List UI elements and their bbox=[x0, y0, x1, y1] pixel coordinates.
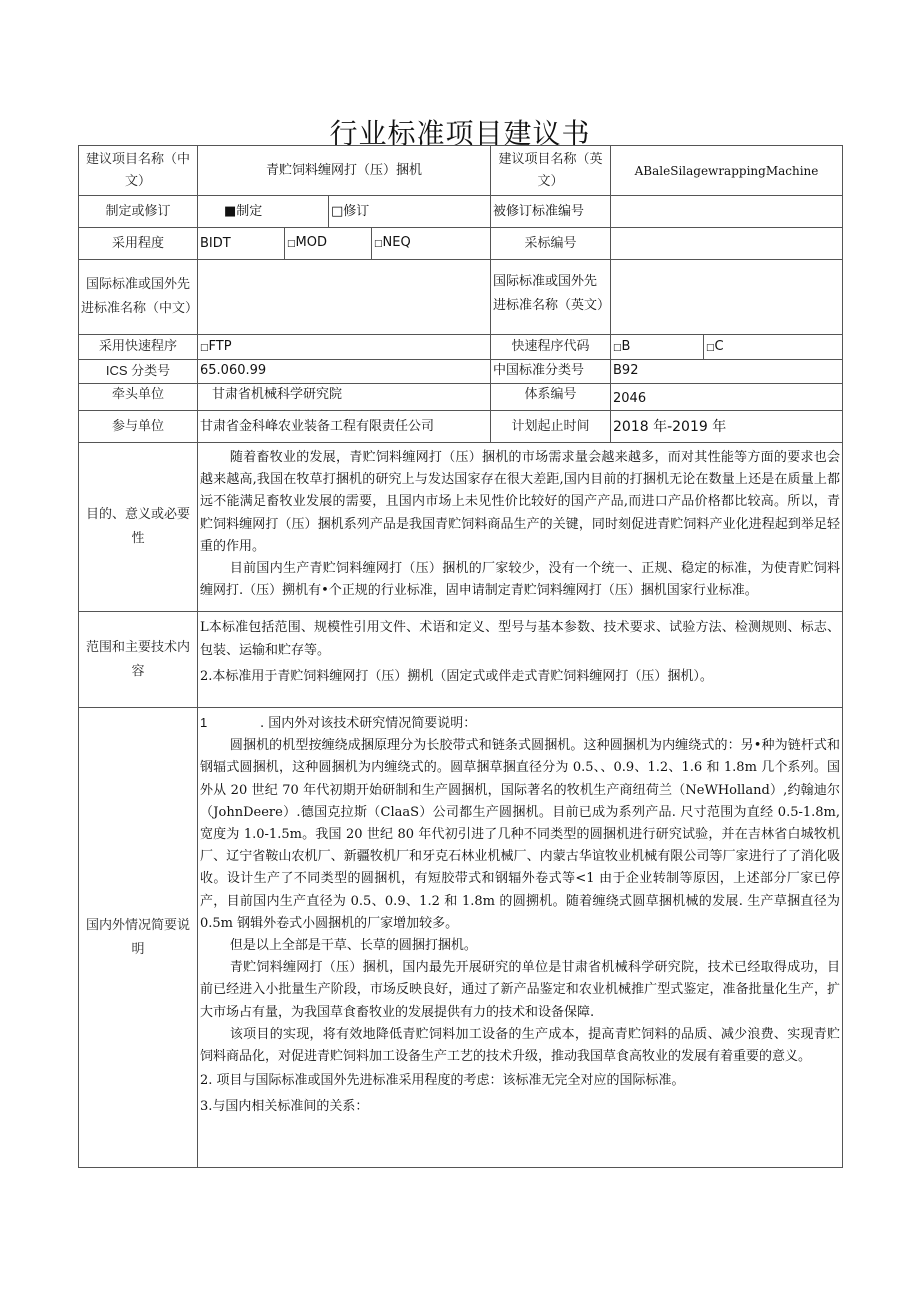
row-adoption bbox=[79, 228, 843, 260]
option-ftp-label: FTP bbox=[208, 338, 232, 354]
value-lead-unit[interactable]: 甘肃省机械科学研究院 bbox=[198, 384, 491, 411]
document-title: 行业标准项目建议书 bbox=[329, 117, 591, 150]
row-type bbox=[79, 196, 843, 228]
row-intl-std-name bbox=[79, 260, 843, 335]
row-purpose bbox=[79, 443, 843, 612]
option-new-label: 制定 bbox=[236, 203, 263, 219]
status-paragraph-2: 但是以上全部是干草、长草的圆捆打捆机。 bbox=[229, 938, 477, 954]
value-name-cn[interactable]: 青贮饲料缠网打（压）捆机 bbox=[198, 146, 491, 196]
value-system-no[interactable]: 2046 bbox=[611, 384, 843, 411]
value-intl-name-en[interactable] bbox=[611, 260, 843, 335]
option-revise-label: 修订 bbox=[343, 203, 370, 219]
label-name-en: 建议项目名称（英文） bbox=[491, 146, 611, 196]
status-item-2: 2. 项目与国际标准或国外先进标准采用程度的考虑：该标准无完全对应的国际标准。 bbox=[200, 1073, 685, 1089]
checkbox-empty-icon[interactable]: □ bbox=[374, 239, 383, 249]
row-lead-unit bbox=[79, 384, 843, 411]
status-paragraph-3: 青贮饲料缠网打（压）捆机，国内最先开展研究的单位是甘肃省机械科学研究院，技术已经取得成功，目前已经进入小批量生产阶段，市场反映良好，通过了新产品鉴定和农业机械推广型式鉴定，准备批量化生产，扩大市场占有量，为我国草食畜牧业的发展提供有力的技术和设备保障. bbox=[200, 960, 841, 1020]
proposal-form-table bbox=[78, 145, 843, 1168]
checkbox-empty-icon[interactable]: □ bbox=[200, 342, 209, 353]
row-status bbox=[79, 708, 843, 1168]
checkbox-empty-icon[interactable]: □ bbox=[613, 342, 622, 353]
option-neq[interactable] bbox=[372, 228, 491, 260]
label-adoption: 采用程度 bbox=[79, 228, 198, 260]
checkbox-empty-icon[interactable]: □ bbox=[706, 342, 715, 353]
checkbox-empty-icon[interactable]: □ bbox=[287, 239, 296, 249]
label-type: 制定或修订 bbox=[79, 196, 198, 228]
label-lead-unit: 牵头单位 bbox=[79, 384, 198, 411]
status-paragraph-4: 该项目的实现，将有效地降低青贮饲料加工设备的生产成本，提高青贮饲料的品质、减少浪费、实现青贮饲料商品化，对促进青贮饲料加工设备生产工艺的技术升级，推动我国草食高牧业的发展有着重要的意义。 bbox=[200, 1026, 841, 1065]
label-name-cn: 建议项目名称（中文） bbox=[79, 146, 198, 196]
value-revised-std-no[interactable] bbox=[611, 196, 843, 228]
scope-item-2: 2.本标准用于青贮饲料缠网打（压）搠机（固定式或伴走式青贮饲料缠网打（压）捆机）。 bbox=[200, 669, 713, 684]
purpose-paragraph-2: 目前国内生产青贮饲料缠网打（压）捆机的厂家较少，没有一个统一、正规、稳定的标准，为使青贮饲料缠网打.（压）搠机有•个正规的行业标准，固申请制定青贮饲料缠网打（压）捆机国家行业标准。 bbox=[200, 561, 841, 599]
status-heading-1-number: 1 bbox=[200, 715, 208, 730]
option-mod-label: MOD bbox=[295, 235, 327, 250]
row-participants bbox=[79, 411, 843, 443]
option-idt[interactable]: BIDT bbox=[198, 228, 285, 260]
label-fast-track-code: 快速程序代码 bbox=[491, 335, 611, 360]
value-intl-name-cn[interactable] bbox=[198, 260, 491, 335]
option-revise[interactable] bbox=[329, 196, 491, 228]
value-adopted-std-no[interactable] bbox=[611, 228, 843, 260]
label-schedule: 计划起止时间 bbox=[491, 411, 611, 443]
scope-item-1: L本标准包括范围、规模性引用文件、术语和定义、型号与基本参数、技术要求、试验方法、检测规则、标志、包装、运输和贮存等。 bbox=[200, 620, 841, 658]
value-name-en[interactable]: ABaleSilagewrappingMachine bbox=[611, 146, 843, 196]
option-neq-label: NEQ bbox=[382, 235, 411, 250]
checkbox-checked-icon[interactable]: ■ bbox=[224, 203, 237, 219]
option-code-c[interactable] bbox=[704, 335, 843, 360]
row-classification bbox=[79, 360, 843, 384]
label-status: 国内外情况简要说明 bbox=[79, 708, 198, 1168]
label-adopted-std-no: 采标编号 bbox=[491, 228, 611, 260]
label-system-no: 体系编号 bbox=[491, 384, 611, 411]
status-heading-1-text: . 国内外对该技术研究情况简要说明： bbox=[260, 716, 477, 731]
row-project-name bbox=[79, 146, 843, 196]
value-ccs[interactable]: B92 bbox=[611, 360, 843, 384]
label-intl-name-en: 国际标准或国外先进标准名称（英文） bbox=[491, 260, 611, 335]
purpose-paragraph-1: 随着畜牧业的发展，青贮饲料缠网打（压）捆机的市场需求量会越来越多，而对其性能等方面的要求也会越来越高,我国在牧草打捆机的研究上与发达国家存在很大差距,国内目前的打捆机无论在数量上还是在质量上都远不能满足畜牧业发展的需要，且国内市场上未见性价比较好的国产产品,而进口产品价格都比较高。所以，青贮饲料缠网打（压）捆机系列产品是我国青贮饲料商品生产的关键，同时刻促进青贮饲料产业化进程起到举足轻重的作用。 bbox=[200, 450, 841, 554]
value-participants[interactable]: 甘肃省金科峰农业装备工程有限责任公司 bbox=[198, 411, 491, 443]
status-heading-1 bbox=[200, 712, 840, 735]
status-item-3: 3.与国内相关标准间的关系： bbox=[200, 1099, 369, 1115]
option-code-b[interactable] bbox=[611, 335, 704, 360]
value-schedule[interactable]: 2018 年-2019 年 bbox=[611, 411, 843, 443]
label-ccs: 中国标准分类号 bbox=[491, 360, 611, 384]
label-scope: 范围和主要技术内容 bbox=[79, 612, 198, 708]
value-scope[interactable] bbox=[198, 612, 843, 708]
value-purpose[interactable] bbox=[198, 443, 843, 612]
option-mod[interactable] bbox=[285, 228, 372, 260]
label-fast-track: 采用快速程序 bbox=[79, 335, 198, 360]
row-fast-track bbox=[79, 335, 843, 360]
label-purpose: 目的、意义或必要性 bbox=[79, 443, 198, 612]
option-code-b-label: B bbox=[621, 338, 631, 354]
label-revised-std-no: 被修订标准编号 bbox=[491, 196, 611, 228]
label-participants: 参与单位 bbox=[79, 411, 198, 443]
value-ics[interactable]: 65.060.99 bbox=[198, 360, 491, 384]
label-ics: ICS 分类号 bbox=[79, 360, 198, 384]
option-new[interactable] bbox=[198, 196, 329, 228]
checkbox-empty-icon[interactable]: □ bbox=[331, 203, 344, 219]
status-paragraph-1: 圆捆机的机型按缠绕成捆原理分为长胶带式和链条式圆捆机。这种圆捆机为内缠绕式的：另•种为链杆式和钢辐式圆捆机，这种圆捆机为内缠绕式的。圆草捆草捆直径分为 0.5、、0.9、1.2、1.6 和 1.8m 几个系列。国外从 20 世纪 70 年代初期开始研制和生产圆捆机，国际著名的牧机生产商纽荷兰（NeWHolland）,约翰迪尔（JohnDeere）.德国克拉斯（ClaaS）公司都生产圆捆机。目前已成为系列产品. 尺寸范围为直经 0.5-1.8m,宽度为 1.0-1.5m。我国 20 世纪 80 年代初引进了几种不同类型的圆捆机进行研究试验，并在吉林省白城牧机厂、辽宁省鞍山农机厂、新疆牧机厂和牙克石林业机械厂、内蒙古华谊牧业机械有限公司等厂家进行了了消化吸收。设计生产了不同类型的圆捆机，有短胶带式和钢辐外卷式等<1 由于企业转制等原因，上述部分厂家已停产，目前国内生产直径为 0.5、0.9、1.2 和 1.8m 的圆搠机。随着缠绕式圆草捆机械的发展. 生产草捆直径为 0.5m 钢辑外卷式小圆捆机的厂家增加较多。 bbox=[200, 738, 841, 931]
value-status[interactable] bbox=[198, 708, 843, 1168]
option-ftp[interactable] bbox=[198, 335, 491, 360]
option-code-c-label: C bbox=[714, 338, 724, 354]
label-intl-name-cn: 国际标准或国外先进标准名称（中文） bbox=[79, 260, 198, 335]
row-scope bbox=[79, 612, 843, 708]
